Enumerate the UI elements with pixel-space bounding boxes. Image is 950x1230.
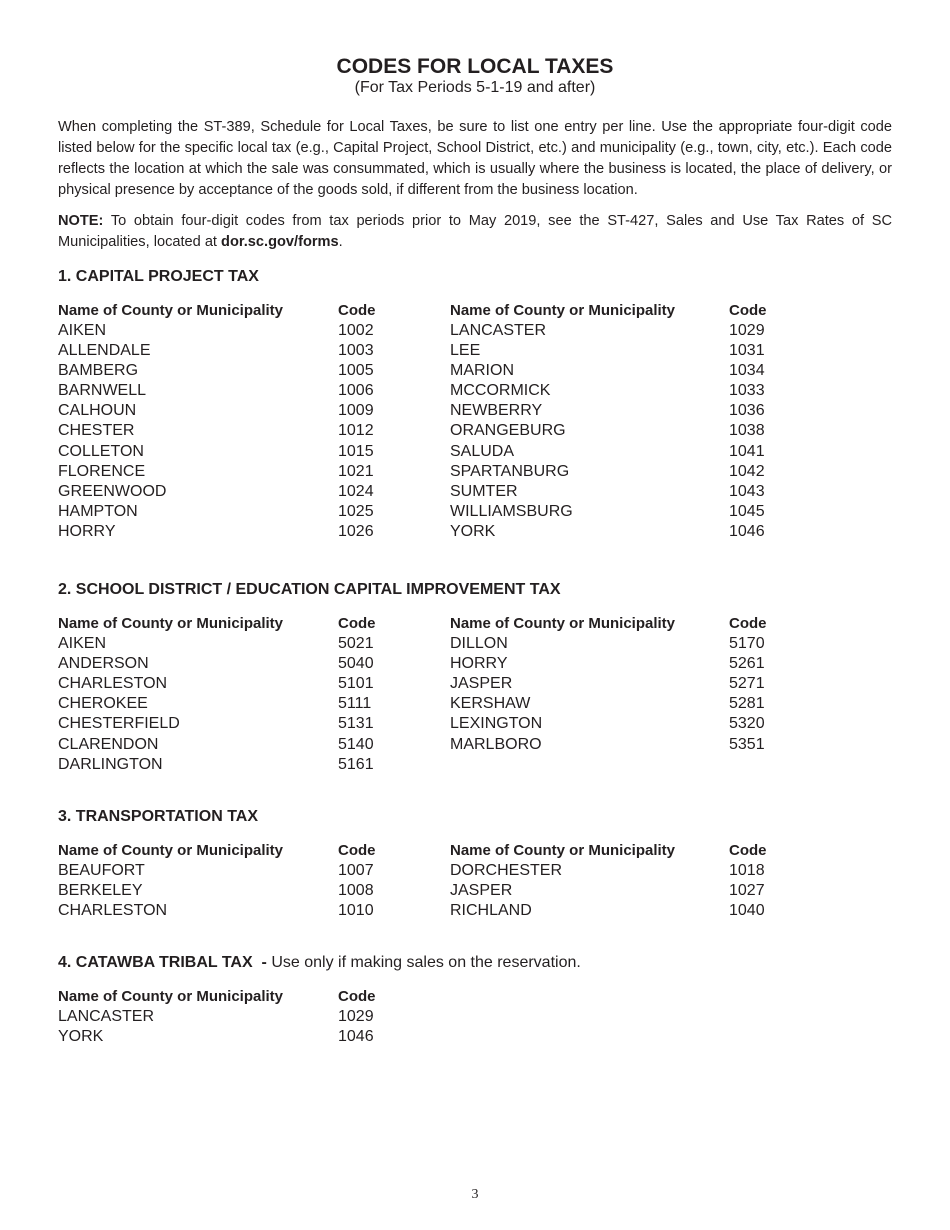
municipality-name: YORK bbox=[450, 522, 496, 540]
municipality-name: ORANGEBURG bbox=[450, 422, 566, 440]
page-subtitle: (For Tax Periods 5-1-19 and after) bbox=[354, 79, 596, 96]
tax-code: 1034 bbox=[729, 362, 765, 380]
right-name-column bbox=[450, 614, 675, 755]
municipality-name: NEWBERRY bbox=[450, 402, 543, 420]
municipality-name: CHEROKEE bbox=[58, 695, 148, 713]
municipality-name: AIKEN bbox=[58, 635, 107, 653]
name-column-header: Name of County or Municipality bbox=[450, 841, 676, 859]
right-name-column bbox=[450, 301, 675, 542]
municipality-name: JASPER bbox=[450, 881, 513, 899]
right-name-column bbox=[450, 841, 675, 921]
right-code-column bbox=[729, 614, 767, 755]
tax-code: 1036 bbox=[729, 402, 765, 420]
code-column-header: Code bbox=[729, 615, 767, 633]
tax-code: 1026 bbox=[338, 522, 374, 540]
municipality-name: HAMPTON bbox=[58, 502, 138, 520]
tax-code: 1006 bbox=[338, 382, 374, 400]
note-text: To obtain four-digit codes from tax periods prior to May 2019, see the ST-427, Sales and Use Tax Rates of SC Municipalities, located at bbox=[58, 213, 892, 250]
municipality-name: JASPER bbox=[450, 675, 513, 693]
tax-code: 5351 bbox=[729, 735, 765, 753]
code-column-header: Code bbox=[338, 615, 376, 633]
section-title bbox=[58, 267, 892, 287]
code-table bbox=[58, 301, 892, 542]
municipality-name: LEE bbox=[450, 342, 481, 360]
page-number: 3 bbox=[471, 1187, 479, 1202]
tax-code: 5101 bbox=[338, 675, 374, 693]
tax-code: 5040 bbox=[338, 655, 374, 673]
municipality-name: ALLENDALE bbox=[58, 342, 151, 360]
tax-code: 1038 bbox=[729, 422, 765, 440]
municipality-name: FLORENCE bbox=[58, 462, 146, 480]
right-code-column bbox=[729, 841, 767, 921]
municipality-name: KERSHAW bbox=[450, 695, 531, 713]
municipality-name: HORRY bbox=[58, 522, 116, 540]
municipality-name: CALHOUN bbox=[58, 402, 137, 420]
municipality-name: CHARLESTON bbox=[58, 901, 168, 919]
tax-code: 1046 bbox=[729, 522, 765, 540]
municipality-name: DORCHESTER bbox=[450, 861, 563, 879]
tax-section-4 bbox=[58, 953, 892, 1047]
municipality-name: SPARTANBURG bbox=[450, 462, 570, 480]
forms-link[interactable]: dor.sc.gov/forms bbox=[221, 234, 339, 250]
code-table bbox=[58, 614, 892, 775]
municipality-name: SUMTER bbox=[450, 482, 518, 500]
tax-code: 5111 bbox=[338, 695, 372, 713]
tax-code: 1041 bbox=[729, 442, 765, 460]
tax-code: 1024 bbox=[338, 482, 374, 500]
municipality-name: SALUDA bbox=[450, 442, 515, 460]
right-code-column bbox=[729, 301, 767, 542]
tax-code: 5320 bbox=[729, 715, 765, 733]
section-title-text: 2. SCHOOL DISTRICT / EDUCATION CAPITAL IMPROVEMENT TAX bbox=[58, 581, 561, 599]
municipality-name: BERKELEY bbox=[58, 881, 143, 899]
left-name-column bbox=[58, 614, 283, 775]
tax-code: 1018 bbox=[729, 861, 765, 879]
left-code-column bbox=[338, 841, 376, 921]
tax-code: 1046 bbox=[338, 1028, 374, 1046]
code-table bbox=[58, 841, 892, 921]
name-column-header: Name of County or Municipality bbox=[450, 302, 676, 319]
note-paragraph bbox=[58, 211, 892, 253]
municipality-name: RICHLAND bbox=[450, 901, 532, 919]
tax-code: 5281 bbox=[729, 695, 765, 713]
name-column-header: Name of County or Municipality bbox=[450, 615, 676, 633]
municipality-name: MARLBORO bbox=[450, 735, 542, 753]
left-name-column bbox=[58, 301, 283, 542]
tax-code: 1003 bbox=[338, 342, 374, 360]
municipality-name: CHESTERFIELD bbox=[58, 715, 180, 733]
tax-code: 1031 bbox=[729, 342, 765, 360]
tax-code: 1010 bbox=[338, 901, 374, 919]
municipality-name: AIKEN bbox=[58, 322, 107, 339]
tax-code: 1027 bbox=[729, 881, 765, 899]
municipality-name: BARNWELL bbox=[58, 382, 147, 400]
code-column-header: Code bbox=[338, 841, 376, 859]
tax-code: 1009 bbox=[338, 402, 374, 420]
tax-code: 1045 bbox=[729, 502, 765, 520]
left-name-column bbox=[58, 841, 283, 921]
tax-code: 1015 bbox=[338, 442, 374, 460]
name-column-header: Name of County or Municipality bbox=[58, 988, 284, 1006]
code-column-header: Code bbox=[729, 841, 767, 859]
municipality-name: MARION bbox=[450, 362, 514, 380]
code-table bbox=[58, 987, 892, 1047]
tax-code: 1042 bbox=[729, 462, 765, 480]
tax-code: 1008 bbox=[338, 881, 374, 899]
municipality-name: DARLINGTON bbox=[58, 755, 163, 773]
left-code-column bbox=[338, 301, 376, 542]
tax-sections bbox=[58, 267, 892, 1047]
tax-code: 1005 bbox=[338, 362, 374, 380]
municipality-name: YORK bbox=[58, 1028, 104, 1046]
municipality-name: CHARLESTON bbox=[58, 675, 168, 693]
municipality-name: GREENWOOD bbox=[58, 482, 167, 500]
tax-code: 1007 bbox=[338, 861, 374, 879]
tax-code: 1029 bbox=[729, 322, 765, 339]
tax-code: 5140 bbox=[338, 735, 374, 753]
municipality-name: MCCORMICK bbox=[450, 382, 551, 400]
tax-code: 5261 bbox=[729, 655, 765, 673]
municipality-name: COLLETON bbox=[58, 442, 144, 460]
name-column-header: Name of County or Municipality bbox=[58, 615, 284, 633]
municipality-name: LANCASTER bbox=[450, 322, 547, 339]
section-title-text: 4. CATAWBA TRIBAL TAX - bbox=[58, 954, 272, 972]
municipality-name: DILLON bbox=[450, 635, 508, 653]
note-label: NOTE: bbox=[58, 213, 104, 229]
tax-code: 5131 bbox=[338, 715, 374, 733]
municipality-name: BAMBERG bbox=[58, 362, 139, 380]
left-name-column bbox=[58, 987, 283, 1047]
left-code-column bbox=[338, 614, 376, 775]
section-title-text: 1. CAPITAL PROJECT TAX bbox=[58, 268, 259, 285]
left-code-column bbox=[338, 987, 376, 1047]
tax-code: 1029 bbox=[338, 1008, 374, 1026]
code-column-header: Code bbox=[338, 302, 376, 319]
tax-code: 5271 bbox=[729, 675, 765, 693]
tax-section-2 bbox=[58, 580, 892, 775]
municipality-name: WILLIAMSBURG bbox=[450, 502, 573, 520]
tax-code: 1012 bbox=[338, 422, 374, 440]
municipality-name: CHESTER bbox=[58, 422, 135, 440]
municipality-name: BEAUFORT bbox=[58, 861, 145, 879]
document-page bbox=[58, 55, 892, 1047]
tax-code: 5161 bbox=[338, 755, 374, 773]
municipality-name: CLARENDON bbox=[58, 735, 159, 753]
municipality-name: LEXINGTON bbox=[450, 715, 543, 733]
section-title bbox=[58, 580, 892, 600]
tax-section-1 bbox=[58, 267, 892, 542]
tax-code: 1033 bbox=[729, 382, 765, 400]
name-column-header: Name of County or Municipality bbox=[58, 302, 284, 319]
intro-paragraph: When completing the ST-389, Schedule for Local Taxes, be sure to list one entry per line. Use the appropriate four-digit code listed below for the specific local tax (e.g., Capital Project, School District, etc.) and municipality (e.g., town, city, etc.). Each code reflects the location at which the sale was consummated, which is usually where the business is located, the place of delivery, or physical presence by acceptance of the goods sold, if different from the business location. bbox=[58, 119, 892, 198]
page-title: CODES FOR LOCAL TAXES bbox=[336, 55, 614, 78]
tax-section-3 bbox=[58, 807, 892, 921]
note-end: . bbox=[338, 234, 343, 250]
tax-code: 5170 bbox=[729, 635, 765, 653]
municipality-name: HORRY bbox=[450, 655, 508, 673]
tax-code: 1040 bbox=[729, 901, 765, 919]
municipality-name: LANCASTER bbox=[58, 1008, 155, 1026]
tax-code: 1021 bbox=[338, 462, 374, 480]
section-title bbox=[58, 807, 892, 827]
tax-code: 1043 bbox=[729, 482, 765, 500]
tax-code: 1025 bbox=[338, 502, 374, 520]
tax-code: 5021 bbox=[338, 635, 374, 653]
section-note: Use only if making sales on the reservation. bbox=[271, 954, 581, 972]
tax-code: 1002 bbox=[338, 322, 374, 339]
section-title-text: 3. TRANSPORTATION TAX bbox=[58, 807, 258, 825]
name-column-header: Name of County or Municipality bbox=[58, 841, 284, 859]
code-column-header: Code bbox=[338, 988, 376, 1006]
code-column-header: Code bbox=[729, 302, 767, 319]
municipality-name: ANDERSON bbox=[58, 655, 149, 673]
section-title bbox=[58, 953, 892, 973]
